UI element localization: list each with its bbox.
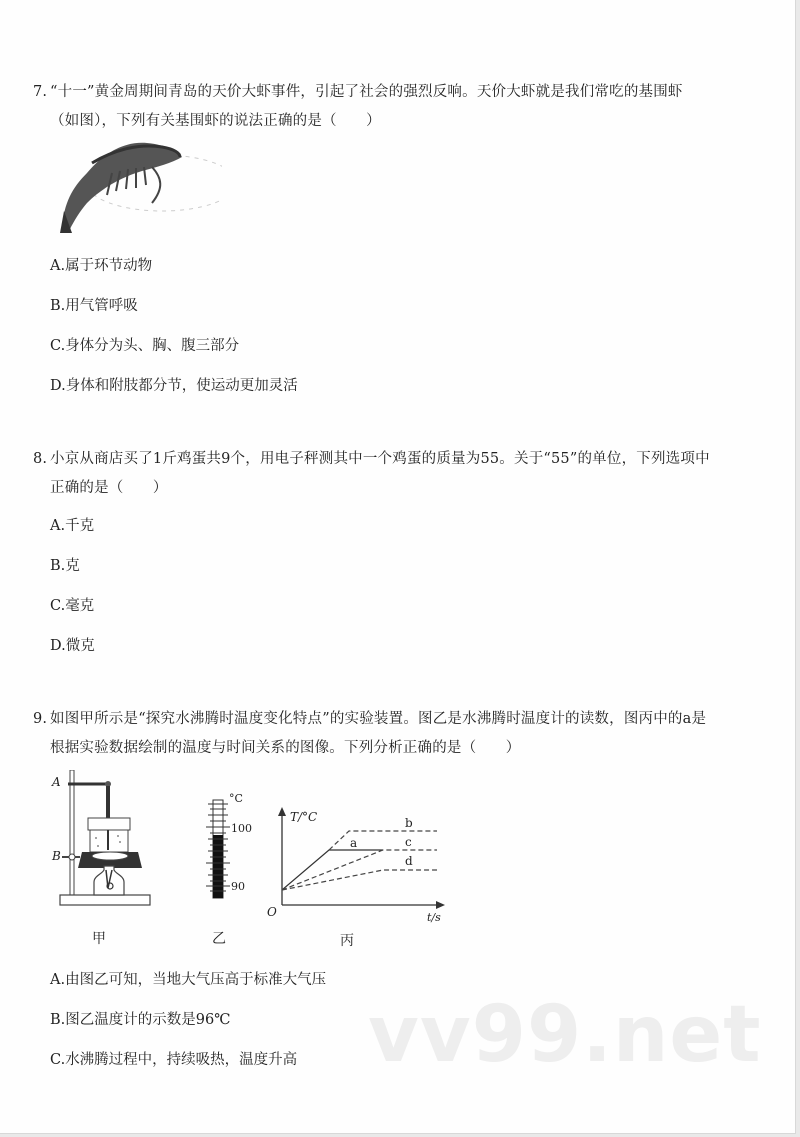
svg-text:O: O — [267, 905, 277, 919]
stem-line: “十一”黄金周期间青岛的天价大虾事件，引起了社会的强烈反响。天价大虾就是我们常吃的基围虾 — [50, 84, 683, 100]
svg-text:b: b — [405, 816, 413, 830]
boiling-apparatus-figure — [50, 770, 160, 915]
question-7-stem — [33, 78, 753, 136]
thermometer-figure — [200, 790, 260, 900]
figure-yi-caption: 乙 — [212, 931, 226, 947]
question-8-stem — [33, 445, 753, 503]
option-8d[interactable]: D.微克 — [50, 638, 95, 654]
svg-text:T/°C: T/°C — [290, 810, 318, 824]
question-number: 9. — [33, 711, 48, 727]
svg-text:d: d — [405, 854, 413, 868]
option-9b[interactable]: B.图乙温度计的示数是96℃ — [50, 1012, 231, 1028]
svg-text:°C: °C — [229, 792, 243, 805]
question-number: 7. — [33, 84, 48, 100]
shrimp-illustration — [52, 133, 222, 233]
svg-text:B: B — [52, 849, 61, 863]
option-8a[interactable]: A.千克 — [50, 518, 95, 534]
stem-line: 正确的是（ ） — [50, 480, 168, 496]
option-9c[interactable]: C.水沸腾过程中，持续吸热，温度升高 — [50, 1052, 298, 1068]
option-8b[interactable]: B.克 — [50, 558, 80, 574]
question-number: 8. — [33, 451, 48, 467]
svg-text:t/s: t/s — [427, 911, 441, 923]
stem-line: （如图），下列有关基围虾的说法正确的是（ ） — [50, 113, 381, 129]
svg-text:100: 100 — [231, 822, 252, 835]
option-7a[interactable]: A.属于环节动物 — [50, 258, 153, 274]
stem-line: 根据实验数据绘制的温度与时间关系的图像。下列分析正确的是（ ） — [50, 740, 521, 756]
figure-bing-caption: 丙 — [340, 933, 354, 949]
svg-text:c: c — [405, 835, 412, 849]
figure-jia-caption: 甲 — [92, 931, 106, 947]
option-9a[interactable]: A.由图乙可知，当地大气压高于标准大气压 — [50, 972, 327, 988]
option-7b[interactable]: B.用气管呼吸 — [50, 298, 138, 314]
temperature-time-graph — [265, 803, 450, 923]
svg-text:a: a — [350, 836, 358, 850]
svg-text:A: A — [52, 775, 61, 789]
option-8c[interactable]: C.毫克 — [50, 598, 95, 614]
watermark: vv99.net — [368, 990, 762, 1080]
stem-line: 如图甲所示是“探究水沸腾时温度变化特点”的实验装置。图乙是水沸腾时温度计的读数，图丙中的a是 — [50, 711, 707, 727]
svg-text:90: 90 — [231, 880, 245, 893]
option-7d[interactable]: D.身体和附肢都分节，使运动更加灵活 — [50, 378, 298, 394]
question-9-stem — [33, 705, 753, 763]
option-7c[interactable]: C.身体分为头、胸、腹三部分 — [50, 338, 240, 354]
stem-line: 小京从商店买了1斤鸡蛋共9个，用电子秤测其中一个鸡蛋的质量为55。关于“55”的单位，下列选项中 — [50, 451, 710, 467]
